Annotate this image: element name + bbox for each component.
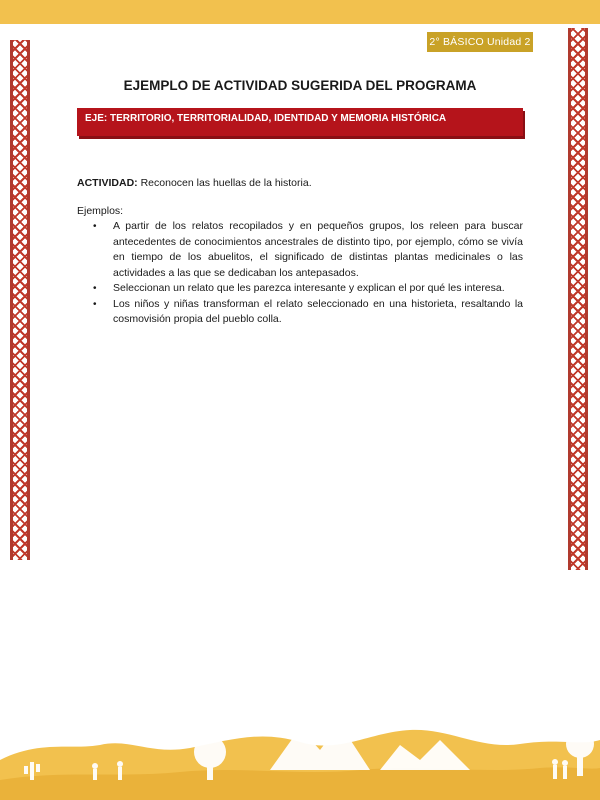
list-item-text: A partir de los relatos recopilados y en pequeños grupos, los releen para buscar antecedentes de conocimientos ancestrales de distinto tipo, por ejemplo, cómo se vivía en tiempo de los abuelitos, el significado de distintas plantas medicinales o las actividades a las que se dedicaban los antepasados. [113,220,523,279]
examples-list [77,219,523,328]
list-item [77,281,523,297]
right-decorative-border [568,28,588,570]
eje-banner: EJE: TERRITORIO, TERRITORIALIDAD, IDENTIDAD Y MEMORIA HISTÓRICA [77,108,523,136]
top-decorative-band [0,0,600,24]
grade-unit-badge: 2° BÁSICO Unidad 2 [427,32,533,52]
activity-line [77,177,312,189]
bullet-icon: • [93,283,97,294]
examples-label: Ejemplos: [77,205,124,217]
bullet-icon: • [93,221,97,232]
page-title: EJEMPLO DE ACTIVIDAD SUGERIDA DEL PROGRAMA [123,78,477,93]
activity-label: ACTIVIDAD: [77,177,138,189]
left-decorative-border [10,40,30,560]
list-item-text: Seleccionan un relato que les parezca interesante y explican el por qué les interesa. [113,282,505,294]
bullet-icon: • [93,298,97,310]
landscape-illustration [0,700,600,800]
list-item-text: Los niños y niñas transforman el relato seleccionado en una historieta, resaltando la cosmovisión propia del pueblo colla. [113,297,523,325]
activity-text: Reconocen las huellas de la historia. [137,177,312,189]
list-item [77,297,523,328]
list-item [77,219,523,281]
